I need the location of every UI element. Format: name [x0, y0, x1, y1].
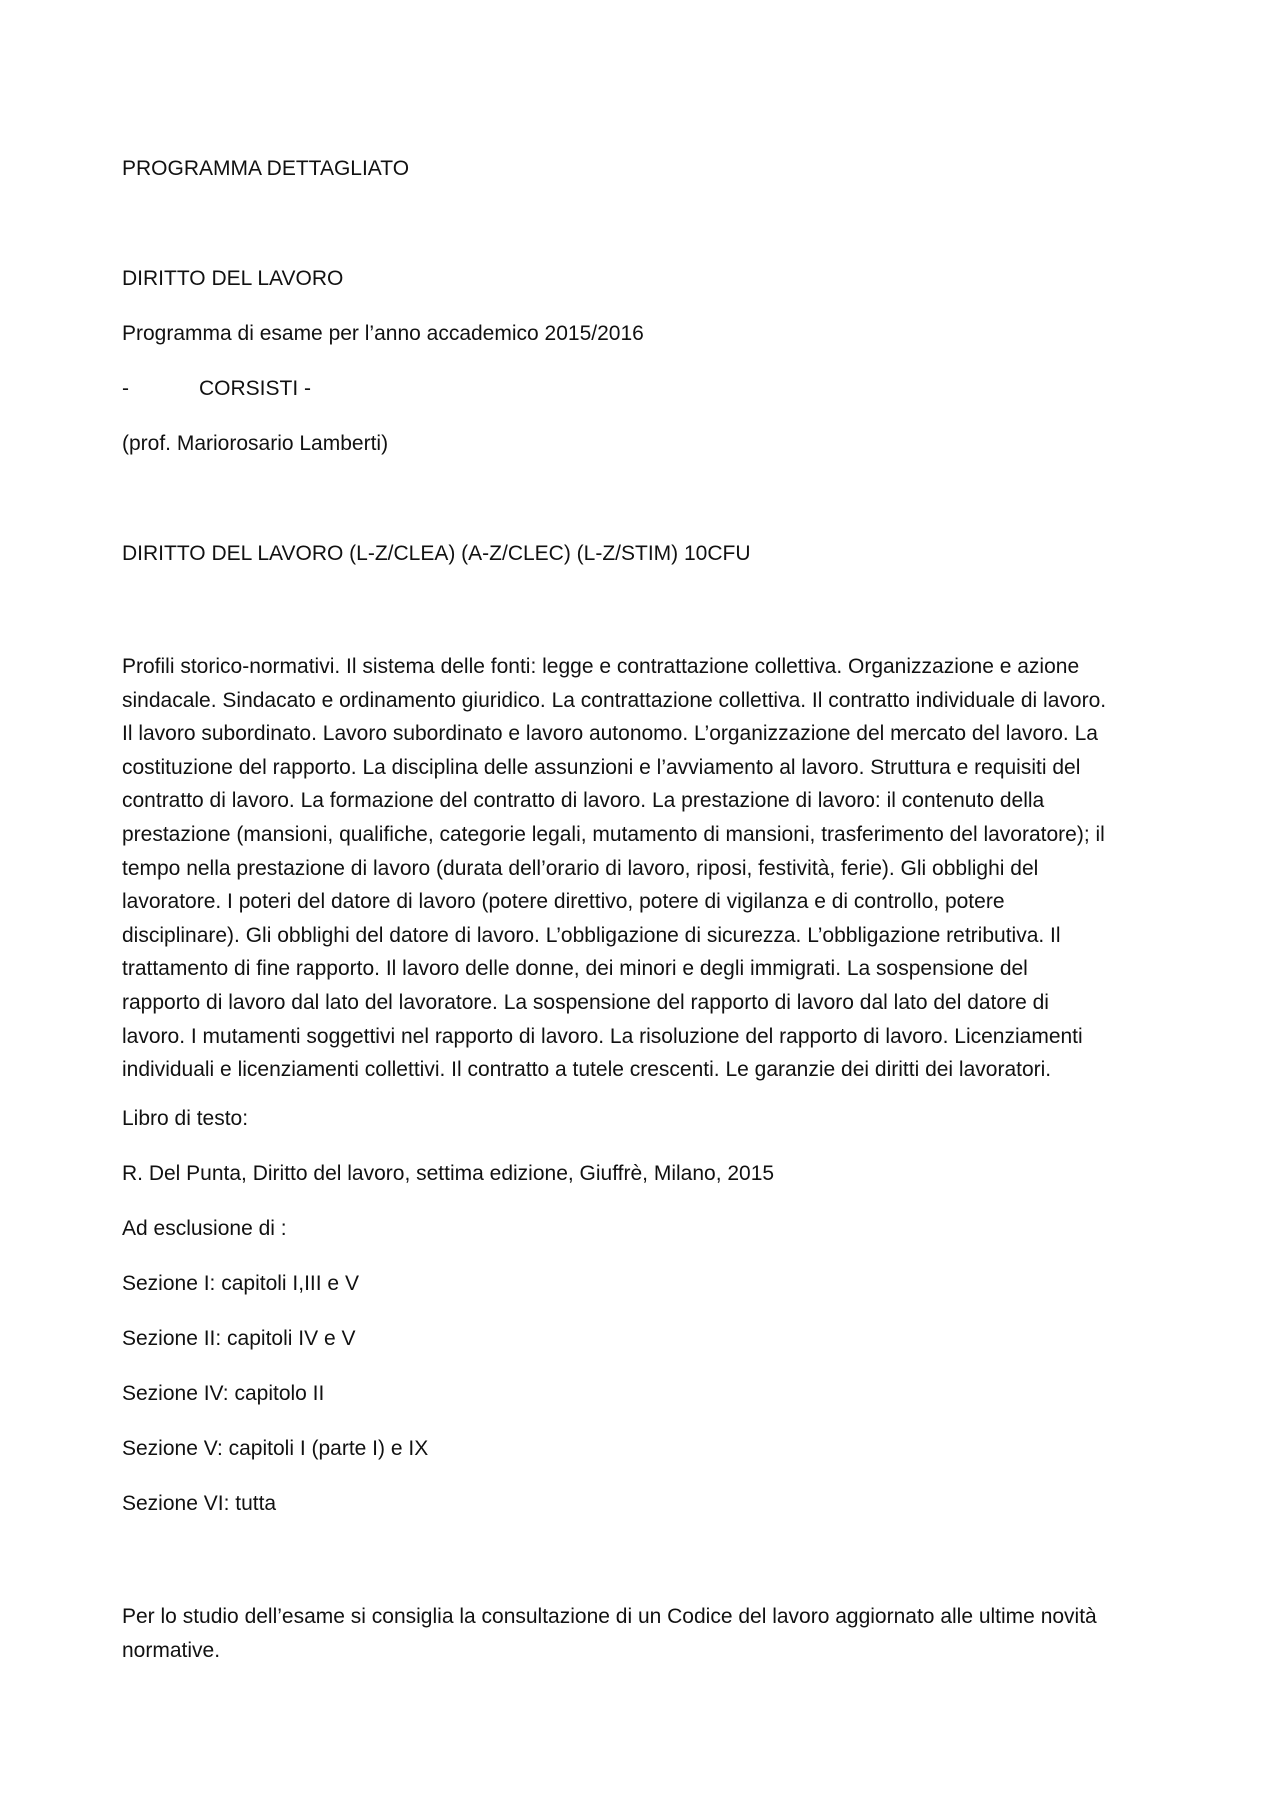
- exclusion-item: Sezione V: capitoli I (parte I) e IX: [122, 1437, 429, 1460]
- exclusion-item: Sezione IV: capitolo II: [122, 1382, 325, 1405]
- course-title: DIRITTO DEL LAVORO: [122, 267, 344, 290]
- exclusion-label: Ad esclusione di :: [122, 1217, 287, 1240]
- exclusion-item: Sezione I: capitoli I,III e V: [122, 1272, 359, 1295]
- syllabus-line: lavoro. I mutamenti soggettivi nel rapporto di lavoro. La risoluzione del rapporto di lavoro. Licenziamenti: [122, 1024, 1083, 1048]
- professor-name: (prof. Mariorosario Lamberti): [122, 432, 389, 455]
- syllabus-line: disciplinare). Gli obblighi del datore di lavoro. L’obbligazione di sicurezza. L’obbligazione retributiva. Il: [122, 923, 1061, 947]
- exclusion-item: Sezione VI: tutta: [122, 1492, 277, 1515]
- syllabus-line: sindacale. Sindacato e ordinamento giuridico. La contrattazione collettiva. Il contratto individuale di lavoro.: [122, 688, 1107, 712]
- syllabus-line: rapporto di lavoro dal lato del lavoratore. La sospensione del rapporto di lavoro dal lato del datore di: [122, 990, 1049, 1014]
- syllabus-line: tempo nella prestazione di lavoro (durata dell’orario di lavoro, riposi, festività, ferie). Gli obblighi del: [122, 856, 1039, 880]
- syllabus-line: costituzione del rapporto. La disciplina delle assunzioni e l’avviamento al lavoro. Struttura e requisiti del: [122, 755, 1081, 779]
- closing-line: Per lo studio dell’esame si consiglia la consultazione di un Codice del lavoro aggiornato alle ultime novità: [122, 1605, 1097, 1628]
- syllabus-paragraph: [122, 650, 1172, 1087]
- syllabus-line: lavoratore. I poteri del datore di lavoro (potere direttivo, potere di vigilanza e di controllo, potere: [122, 890, 1005, 914]
- audience-label: CORSISTI -: [199, 377, 312, 400]
- syllabus-line: prestazione (mansioni, qualifiche, categorie legali, mutamento di mansioni, trasferimento del lavoratore); il: [122, 822, 1105, 846]
- syllabus-line: contratto di lavoro. La formazione del contratto di lavoro. La prestazione di lavoro: il contenuto della: [122, 789, 1045, 813]
- audience-dash: -: [122, 377, 129, 400]
- closing-line: normative.: [122, 1638, 221, 1662]
- syllabus-line: Profili storico-normativi. Il sistema delle fonti: legge e contrattazione collettiva. Organizzazione e azione: [122, 655, 1080, 678]
- textbook-reference: R. Del Punta, Diritto del lavoro, settima edizione, Giuffrè, Milano, 2015: [122, 1162, 775, 1185]
- exclusion-item: Sezione II: capitoli IV e V: [122, 1327, 356, 1350]
- document-heading: PROGRAMMA DETTAGLIATO: [122, 157, 410, 180]
- closing-note: [122, 1600, 1172, 1667]
- syllabus-line: trattamento di fine rapporto. Il lavoro delle donne, dei minori e degli immigrati. La sospensione del: [122, 957, 1028, 981]
- syllabus-line: Il lavoro subordinato. Lavoro subordinato e lavoro autonomo. L’organizzazione del mercato del lavoro. La: [122, 722, 1098, 746]
- syllabus-line: individuali e licenziamenti collettivi. Il contratto a tutele crescenti. Le garanzie dei diritti dei lavoratori.: [122, 1058, 1052, 1082]
- program-year: Programma di esame per l’anno accademico 2015/2016: [122, 322, 644, 345]
- course-code-line: DIRITTO DEL LAVORO (L-Z/CLEA) (A-Z/CLEC) (L-Z/STIM) 10CFU: [122, 542, 751, 565]
- textbook-label: Libro di testo:: [122, 1107, 249, 1130]
